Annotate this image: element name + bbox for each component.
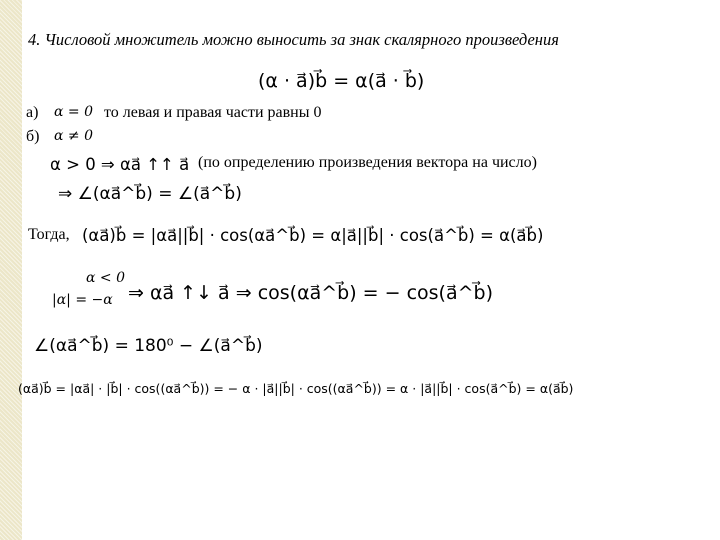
- slide: [18, 0, 720, 540]
- neg-implication: ⇒ αa⃗ ↑↓ a⃗ ⇒ cos(αa⃗^b⃗) = − cos(a⃗^b⃗): [128, 282, 494, 304]
- abs-alpha-condition: |α| = −α: [52, 292, 113, 308]
- decorative-stripe: [0, 0, 22, 540]
- case-b-implication: α > 0 ⇒ αa⃗ ↑↑ a⃗: [50, 155, 190, 174]
- neg-condition: α < 0: [86, 270, 125, 286]
- slide-title: 4. Числовой множитель можно выносить за знак скалярного произведения: [28, 30, 559, 49]
- case-a-label: а): [26, 104, 39, 121]
- case-b-angle-eq: ⇒ ∠(αa⃗^b⃗) = ∠(a⃗^b⃗): [58, 184, 242, 204]
- final-formula: (αa⃗)b⃗ = |αa⃗| · |b⃗| · cos((αa⃗^b⃗)) = − α · |a⃗||b⃗| · cos((αa⃗^b⃗)) = α · |a⃗||b⃗| · cos(a⃗^b⃗) = α(a⃗b⃗): [18, 381, 574, 396]
- case-a-condition: α = 0: [54, 104, 93, 120]
- main-formula: (α · a⃗)b⃗ = α(a⃗ · b⃗): [258, 70, 425, 92]
- case-b-label: б): [26, 128, 40, 145]
- case-b-note: (по определению произведения вектора на число): [198, 154, 537, 171]
- neg-angle-eq: ∠(αa⃗^b⃗) = 180⁰ − ∠(a⃗^b⃗): [34, 336, 263, 356]
- then-formula: (αa⃗)b⃗ = |αa⃗||b⃗| · cos(αa⃗^b⃗) = α|a⃗||b⃗| · cos(a⃗^b⃗) = α(a⃗b⃗): [82, 226, 544, 245]
- case-b-condition: α ≠ 0: [54, 128, 93, 144]
- case-a-text: то левая и правая части равны 0: [104, 104, 322, 121]
- then-label: Тогда,: [28, 226, 70, 243]
